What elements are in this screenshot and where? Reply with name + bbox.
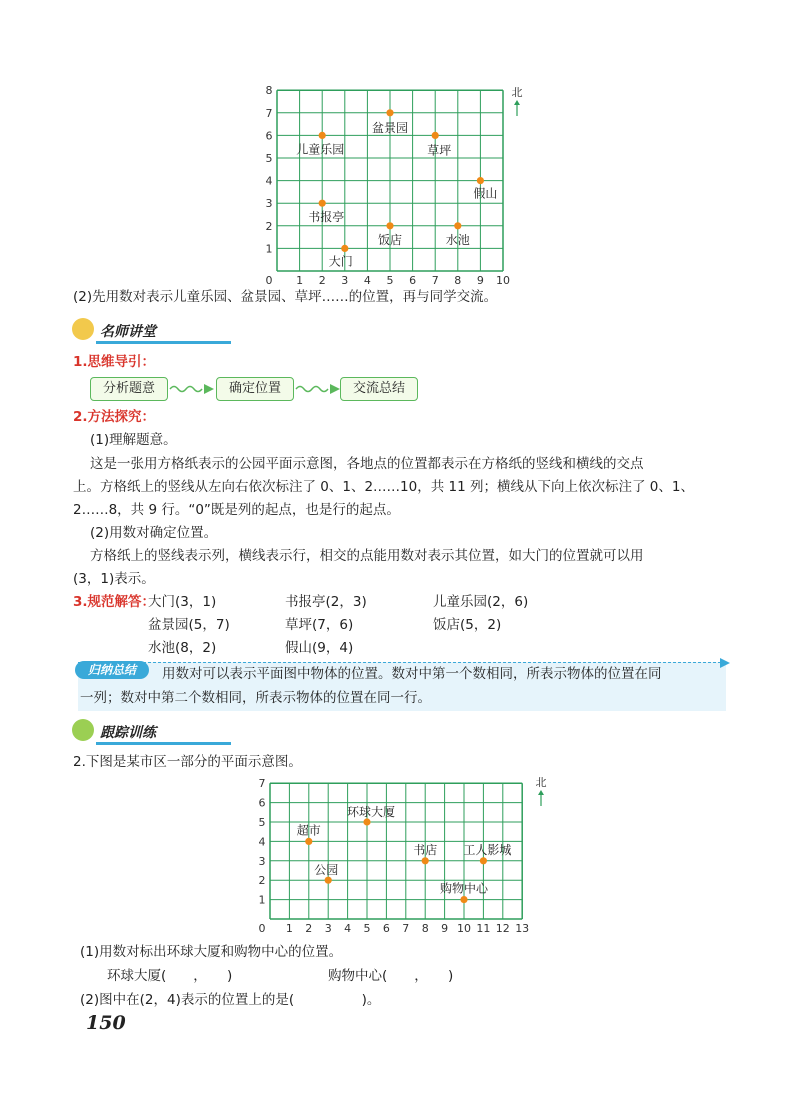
- place-label: 盆景园: [371, 120, 409, 135]
- place-label: 购物中心: [439, 881, 489, 896]
- summary-line2: 一列；数对中第二个数相同，所表示物体的位置在同一行。: [80, 690, 431, 706]
- y-tick-label: 8: [265, 84, 273, 98]
- training-section-title: 跟踪训练: [100, 725, 156, 741]
- place-label: 书报亭: [308, 210, 345, 225]
- place-label: 假山: [473, 186, 498, 201]
- place-label: 水池: [445, 232, 470, 247]
- x-tick-label: 0: [258, 922, 266, 935]
- x-tick-label: 8: [454, 274, 462, 287]
- answer-item: 儿童乐园(2，6): [433, 594, 529, 610]
- y-tick-label: 5: [265, 152, 273, 165]
- x-tick-label: 7: [402, 922, 410, 935]
- place-label: 草坪: [427, 143, 452, 158]
- method-p3: (2)用数对确定位置。: [90, 525, 218, 541]
- place-label: 公园: [314, 863, 339, 878]
- y-tick-label: 3: [258, 854, 266, 868]
- teacher-section-underline: [96, 341, 231, 344]
- place-label: 超市: [296, 823, 321, 838]
- y-tick-label: 4: [258, 835, 266, 849]
- summary-line1: 用数对可以表示平面图中物体的位置。数对中第一个数相同，所表示物体的位置在同: [162, 666, 662, 682]
- x-tick-label: 2: [318, 274, 326, 287]
- answer-item: 水池(8，2): [148, 640, 217, 656]
- place-marker: [341, 245, 348, 252]
- method-p4-line2: (3，1)表示。: [73, 571, 155, 587]
- place-label: 饭店: [377, 232, 403, 247]
- x-tick-label: 9: [476, 274, 484, 287]
- summary-tag: 归纳总结: [75, 661, 149, 679]
- place-marker: [460, 896, 467, 903]
- place-marker: [386, 222, 393, 229]
- answer-item: 大门(3，1): [148, 594, 217, 610]
- blank-shopping-center[interactable]: 购物中心( ， ): [328, 968, 454, 984]
- x-tick-label: 3: [341, 274, 349, 287]
- place-marker: [319, 132, 326, 139]
- y-tick-label: 4: [265, 174, 273, 188]
- place-marker: [432, 132, 439, 139]
- y-tick-label: 7: [258, 777, 266, 791]
- answers-title: 3.规范解答：: [73, 594, 156, 610]
- method-p2-line3: 2……8，共 9 行。“0”既是列的起点，也是行的起点。: [73, 502, 400, 518]
- y-tick-label: 5: [258, 816, 266, 829]
- flow-arrow-icon: [168, 381, 218, 397]
- question-2-stem: 2.下图是某市区一部分的平面示意图。: [73, 754, 302, 770]
- method-p1: (1)理解题意。: [90, 432, 177, 448]
- training-section-underline: [96, 742, 231, 745]
- x-tick-label: 0: [265, 274, 273, 287]
- x-tick-label: 5: [386, 274, 394, 287]
- x-tick-label: 6: [409, 274, 417, 287]
- place-marker: [305, 838, 312, 845]
- x-tick-label: 7: [431, 274, 439, 287]
- x-tick-label: 6: [382, 922, 390, 935]
- question-1-part-2: (2)先用数对表示儿童乐园、盆景园、草坪……的位置，再与同学交流。: [73, 289, 498, 305]
- x-tick-label: 4: [344, 922, 352, 935]
- x-tick-label: 1: [285, 922, 293, 935]
- y-tick-label: 6: [258, 796, 266, 810]
- answer-item: 假山(9，4): [285, 640, 354, 656]
- method-p2-line2: 上。方格纸上的竖线从左向右依次标注了 0、1、2……10，共 11 列；横线从下向上依次标注了 0、1、: [73, 479, 694, 495]
- y-tick-label: 3: [265, 197, 273, 211]
- x-tick-label: 2: [305, 922, 313, 935]
- place-marker: [477, 177, 484, 184]
- x-tick-label: 13: [515, 922, 530, 935]
- question-2-part-2[interactable]: (2)图中在(2，4)表示的位置上的是( )。: [80, 992, 381, 1008]
- flow-step-analyze: 分析题意: [90, 377, 168, 401]
- place-label: 儿童乐园: [296, 142, 345, 157]
- x-tick-label: 11: [476, 922, 491, 935]
- flow-step-locate: 确定位置: [216, 377, 294, 401]
- arrow-right-icon: [720, 658, 730, 668]
- x-tick-label: 1: [296, 274, 304, 287]
- method-p2-line1: 这是一张用方格纸表示的公园平面示意图，各地点的位置都表示在方格纸的竖线和横线的交点: [90, 456, 644, 472]
- training-icon: [72, 719, 94, 741]
- place-label: 大门: [328, 254, 353, 269]
- x-tick-label: 3: [324, 922, 332, 935]
- x-tick-label: 10: [496, 274, 510, 287]
- y-tick-label: 6: [265, 129, 273, 143]
- thinking-guide-title: 1.思维导引：: [73, 354, 156, 370]
- flow-step-summarize: 交流总结: [340, 377, 418, 401]
- place-marker: [325, 877, 332, 884]
- place-marker: [480, 857, 487, 864]
- place-label: 环球大厦: [346, 805, 396, 819]
- question-2-part-1: (1)用数对标出环球大厦和购物中心的位置。: [80, 944, 343, 960]
- teacher-icon: [72, 318, 94, 340]
- x-tick-label: 4: [363, 274, 371, 287]
- y-tick-label: 2: [265, 219, 273, 233]
- north-label: 北: [535, 776, 547, 789]
- method-p4-line1: 方格纸上的竖线表示列，横线表示行，相交的点能用数对表示其位置，如大门的位置就可以用: [90, 548, 644, 564]
- north-arrow-icon: [538, 790, 544, 795]
- x-tick-label: 5: [363, 922, 371, 935]
- y-tick-label: 1: [258, 893, 266, 907]
- x-tick-label: 12: [495, 922, 510, 935]
- place-marker: [422, 857, 429, 864]
- method-title: 2.方法探究：: [73, 409, 156, 425]
- y-tick-label: 2: [258, 874, 266, 888]
- y-tick-label: 7: [265, 106, 273, 120]
- flow-arrow-icon: [294, 381, 344, 397]
- x-tick-label: 8: [421, 922, 429, 935]
- x-tick-label: 10: [457, 922, 471, 935]
- place-marker: [363, 818, 370, 825]
- place-label: 书店: [413, 842, 438, 857]
- city-map: [250, 774, 560, 940]
- place-marker: [454, 222, 461, 229]
- teacher-section-title: 名师讲堂: [100, 324, 156, 340]
- place-marker: [386, 109, 393, 116]
- park-map: [250, 82, 540, 288]
- place-marker: [319, 200, 326, 207]
- blank-global-tower[interactable]: 环球大厦( ， ): [107, 968, 233, 984]
- answer-item: 饭店(5，2): [433, 617, 502, 633]
- place-label: 工人影城: [463, 842, 512, 857]
- answer-item: 草坪(7，6): [285, 617, 354, 633]
- north-label: 北: [511, 86, 523, 99]
- answer-item: 书报亭(2，3): [285, 594, 367, 610]
- north-arrow-icon: [514, 100, 520, 105]
- page-number: 150: [86, 1012, 126, 1034]
- answer-item: 盆景园(5，7): [148, 617, 230, 633]
- y-tick-label: 1: [265, 242, 273, 256]
- x-tick-label: 9: [441, 922, 449, 935]
